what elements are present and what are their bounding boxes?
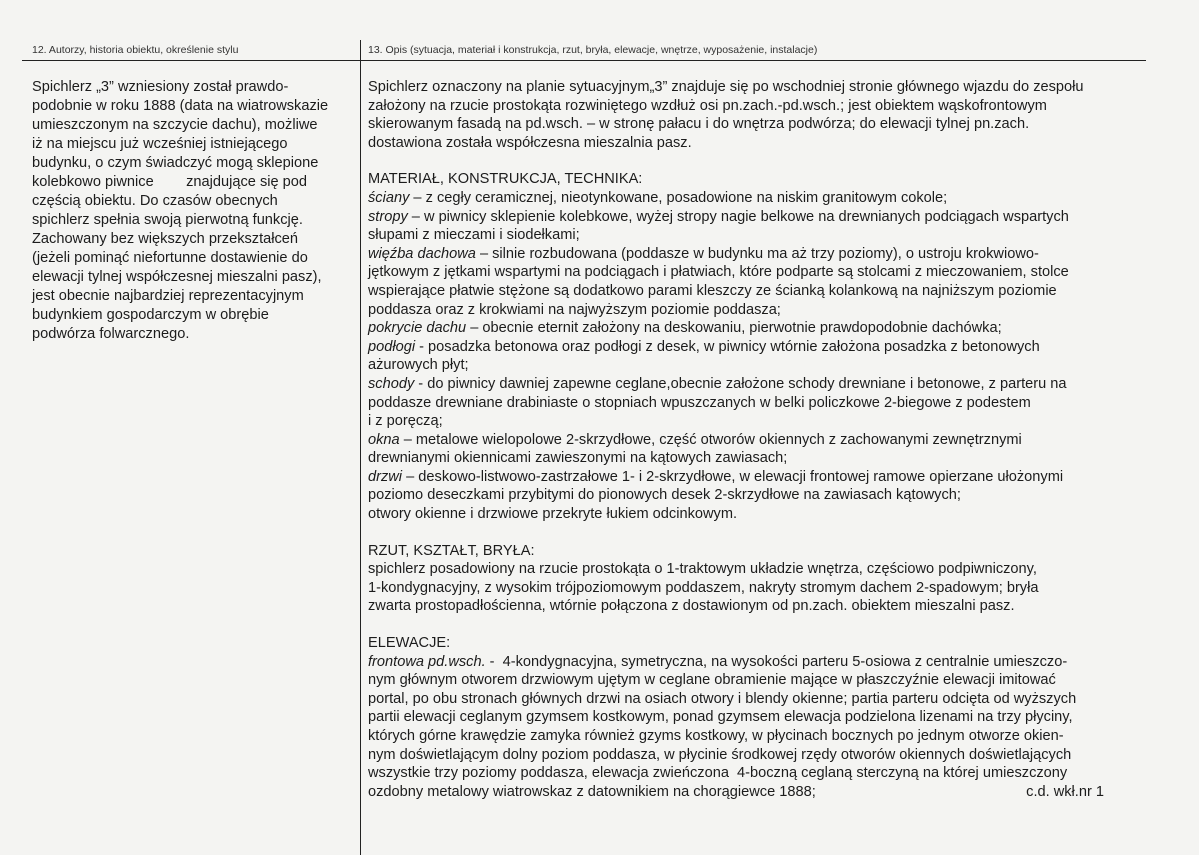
- description-line: [368, 208, 1148, 227]
- intro-line: założony na rzucie prostokąta rozwiniętego wzdłuż osi pn.zach.-pd.wsch.; jest obiektem wąskofrontowym: [368, 97, 1047, 114]
- element-text: - posadzka betonowa oraz podłogi z desek, w piwnicy wtórnie założona posadzka z betonowych: [415, 338, 1040, 355]
- history-line: budynku, o czym świadczyć mogą sklepione: [32, 155, 319, 171]
- element-text: – z cegły ceramicznej, nieotynkowane, posadowione na niskim granitowym cokole;: [409, 189, 948, 206]
- element-text: – obecnie eternit założony na deskowaniu, pierwotnie prawdopodobnie dachówka;: [466, 320, 1002, 337]
- element-text: otwory okienne i drzwiowe przekryte łukiem odcinkowym.: [368, 506, 738, 523]
- element-term: podłogi: [368, 338, 416, 355]
- element-text: – w piwnicy sklepienie kolebkowe, wyżej stropy nagie belkowe na drewnianych podciągach wspartych: [407, 208, 1069, 225]
- field-13-header: 13. Opis (sytuacja, materiał i konstrukcja, rzut, bryła, elewacje, wnętrze, wyposażenie, instalacje): [368, 44, 818, 56]
- header-rule: [22, 60, 1146, 61]
- material-heading: MATERIAŁ, KONSTRUKCJA, TECHNIKA:: [368, 171, 643, 188]
- history-line: kolebkowo piwnice znajdujące się pod: [32, 174, 308, 190]
- description-line: [368, 245, 1148, 264]
- element-text: poddasze drewniane drabiniaste o stopniach wpuszczanych w belki policzkowe 2-biegowe z podestem: [368, 394, 1031, 411]
- history-line: elewacji tylnej współczesnej mieszalni pasz),: [32, 269, 322, 285]
- element-text: i z poręczą;: [368, 413, 443, 430]
- element-text: nym głównym otworem drzwiowym ujętym w ceglane obramienie mające w płaszczyźnie elewacji imitować: [368, 672, 1056, 689]
- element-text: – metalowe wielopolowe 2-skrzydłowe, część otworów okiennych z zachowanymi zewnętrznymi: [399, 431, 1022, 448]
- history-line: jest obecnie najbardziej reprezentacyjnym: [32, 288, 304, 304]
- description-line: [368, 708, 1148, 727]
- description-line: [368, 375, 1148, 394]
- element-text: których górne krawędzie zamyka również gzyms kostkowy, w płycinach bocznych po jednym otworze okien-: [368, 728, 1064, 744]
- rzut-heading: RZUT, KSZTAŁT, BRYŁA:: [368, 542, 535, 559]
- description-line: [368, 394, 1148, 413]
- description-line: [368, 671, 1148, 690]
- history-line: podobnie w roku 1888 (data na wiatrowskazie: [32, 98, 329, 114]
- description-line: [368, 468, 1148, 487]
- description-line: [368, 301, 1148, 320]
- intro-paragraph: [368, 78, 1148, 152]
- description-line: [368, 764, 1148, 783]
- element-text: nym doświetlającym dolny poziom poddasza, w płycinie środkowej rzędy otworów okiennych doświetlających: [368, 746, 1072, 763]
- history-line: spichlerz spełnia swoją pierwotną funkcję.: [32, 212, 303, 228]
- intro-line: dostawiona została współczesna mieszalnia pasz.: [368, 134, 692, 151]
- continuation-note: c.d. wkł.nr 1: [1026, 783, 1104, 800]
- history-line: (jeżeli pominąć niefortunne dostawienie do: [32, 250, 308, 266]
- element-term: ściany: [368, 189, 410, 206]
- history-line: Spichlerz „3” wzniesiony został prawdo-: [32, 79, 289, 95]
- description-text: [368, 78, 1148, 801]
- element-text: poddasza oraz z krokwiami na najwyższym poziomie poddasza;: [368, 301, 781, 318]
- element-text: - 4-kondygnacyjna, symetryczna, na wysokości parteru 5-osiowa z centralnie umieszczo-: [485, 653, 1068, 670]
- description-line: [368, 727, 1148, 746]
- description-line: [368, 746, 1148, 765]
- rzut-line: 1-kondygnacyjny, z wysokim trójpoziomowym poddaszem, nakryty stromym dachem 2-spadowym; bryła: [368, 579, 1039, 596]
- element-text: portal, po obu stronach głównych drzwi na osiach otwory i blendy okienne; partia parteru odcięta od wyższych: [368, 690, 1077, 707]
- description-line: [368, 412, 1148, 431]
- intro-line: Spichlerz oznaczony na planie sytuacyjnym„3” znajduje się po wschodniej stronie głównego wjazdu do zespołu: [368, 79, 1084, 95]
- description-line: [368, 226, 1148, 245]
- form-page: [22, 40, 1142, 855]
- element-term: pokrycie dachu: [368, 320, 467, 337]
- element-text: wspierające płatwie stężone są dodatkowo parami kleszczy ze ścianką kolankową na najniższym poziomie: [368, 282, 1057, 299]
- history-line: budynkiem gospodarczym w obrębie: [32, 307, 269, 323]
- element-text: poziomo deseczkami przybitymi do pionowych desek 2-skrzydłowe na zawiasach kątowych;: [368, 487, 961, 504]
- description-line: [368, 486, 1148, 505]
- history-line: częścią obiektu. Do czasów obecnych: [32, 193, 278, 209]
- description-line: [368, 263, 1148, 282]
- description-line: [368, 338, 1148, 357]
- element-term: więźba dachowa: [368, 245, 476, 262]
- elewacje-heading: ELEWACJE:: [368, 635, 451, 652]
- element-text: drewnianymi okiennicami zawieszonymi na kątowych zawiasach;: [368, 450, 788, 467]
- element-text: wszystkie trzy poziomy poddasza, elewacja zwieńczona 4-boczną ceglaną sterczyną na której umieszczony: [368, 765, 1068, 782]
- element-term: okna: [368, 431, 400, 448]
- element-text: - do piwnicy dawniej zapewne ceglane,obecnie założone schody drewniane i betonowe, z parteru na: [414, 375, 1067, 392]
- description-line: [368, 783, 1148, 802]
- element-term: drzwi: [368, 468, 403, 485]
- element-text: ażurowych płyt;: [368, 357, 469, 374]
- rzut-line: spichlerz posadowiony na rzucie prostokąta o 1-traktowym układzie wnętrza, częściowo podpiwniczony,: [368, 561, 1037, 578]
- element-text: partii elewacji ceglanym gzymsem kostkowym, ponad gzymsem elewacja podzielona lizenami na trzy płyciny,: [368, 709, 1073, 726]
- element-term: schody: [368, 375, 415, 392]
- element-text: ozdobny metalowy wiatrowskaz z datownikiem na chorągiewce 1888;: [368, 783, 816, 800]
- material-section: [368, 170, 1148, 523]
- intro-line: skierowanym fasadą na pd.wsch. – w stronę pałacu i do wnętrza podwórza; do elewacji tylnej pn.zach.: [368, 116, 1030, 133]
- element-text: – deskowo-listwowo-zastrzałowe 1- i 2-skrzydłowe, w elewacji frontowej ramowe opierzane ułożonymi: [402, 468, 1064, 485]
- history-line: umieszczonym na szczycie dachu), możliwe: [32, 117, 318, 133]
- field-12-header: 12. Autorzy, historia obiektu, określenie stylu: [32, 44, 239, 56]
- column-divider: [360, 40, 361, 855]
- description-line: [368, 653, 1148, 672]
- history-line: iż na miejscu już wcześniej istniejącego: [32, 136, 288, 152]
- history-line: podwórza folwarcznego.: [32, 326, 190, 342]
- rzut-section: [368, 542, 1148, 616]
- description-line: [368, 282, 1148, 301]
- element-term: stropy: [368, 208, 408, 225]
- description-line: [368, 356, 1148, 375]
- description-line: [368, 690, 1148, 709]
- history-line: Zachowany bez większych przekształceń: [32, 231, 299, 247]
- description-line: [368, 449, 1148, 468]
- element-text: – silnie rozbudowana (poddasze w budynku ma aż trzy poziomy), o ustroju krokwiowo-: [475, 245, 1039, 262]
- history-text: [32, 78, 358, 344]
- element-term: frontowa pd.wsch.: [368, 653, 486, 670]
- description-line: [368, 189, 1148, 208]
- rzut-line: zwarta prostopadłościenna, wtórnie połączona z dostawionym od pn.zach. obiektem mieszalni pasz.: [368, 598, 1015, 615]
- element-text: jętkowym z jętkami wspartymi na podciągach i płatwiach, które podparte są stolcami z mieczowaniem, stolce: [368, 264, 1069, 281]
- description-line: [368, 319, 1148, 338]
- element-text: słupami z mieczami i siodełkami;: [368, 227, 580, 244]
- description-line: [368, 431, 1148, 450]
- description-line: [368, 505, 1148, 524]
- elewacje-section: [368, 634, 1148, 801]
